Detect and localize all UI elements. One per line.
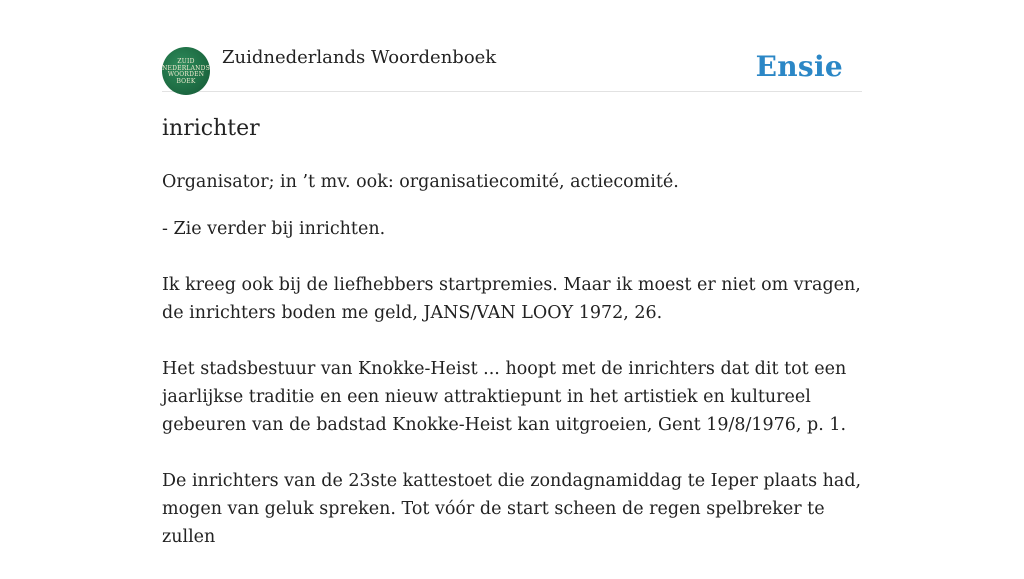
site-header	[162, 46, 862, 92]
site-name-link[interactable]: Zuidnederlands Woordenboek	[222, 47, 497, 68]
entry-definition: Organisator; in ’t mv. ook: organisatiecomité, actiecomité.	[162, 172, 679, 192]
logo-text-line: BOEK	[176, 77, 196, 85]
logo-text-line: ZUID	[177, 58, 195, 65]
site-logo[interactable]	[162, 47, 210, 95]
entry-headword: inrichter	[162, 116, 260, 141]
entry-quote: Ik kreeg ook bij de liefhebbers startpremies. Maar ik moest er niet om vragen, de inrichters boden me geld, JANS/VAN LOOY 1972, 26.	[162, 275, 861, 323]
entry-quote: De inrichters van de 23ste kattestoet die zondagnamiddag te Ieper plaats had, mogen van geluk spreken. Tot vóór de start scheen de regen spelbreker te zullen	[162, 471, 862, 547]
entry-see-also: - Zie verder bij inrichten.	[162, 219, 386, 239]
entry-quote: Het stadsbestuur van Knokke-Heist ... hoopt met de inrichters dat dit tot een jaarlijkse traditie en een nieuw attraktiepunt in het artistiek en kultureel gebeuren van de badstad Knokke-Heist kan uitgroeien, Gent 19/8/1976, p. 1.	[162, 359, 847, 435]
ensie-brand-link[interactable]: Ensie	[755, 50, 843, 83]
logo-text-line: NEDERLANDS	[162, 64, 210, 72]
logo-text-line: WOORDEN	[167, 71, 205, 78]
entry-content	[162, 168, 862, 579]
